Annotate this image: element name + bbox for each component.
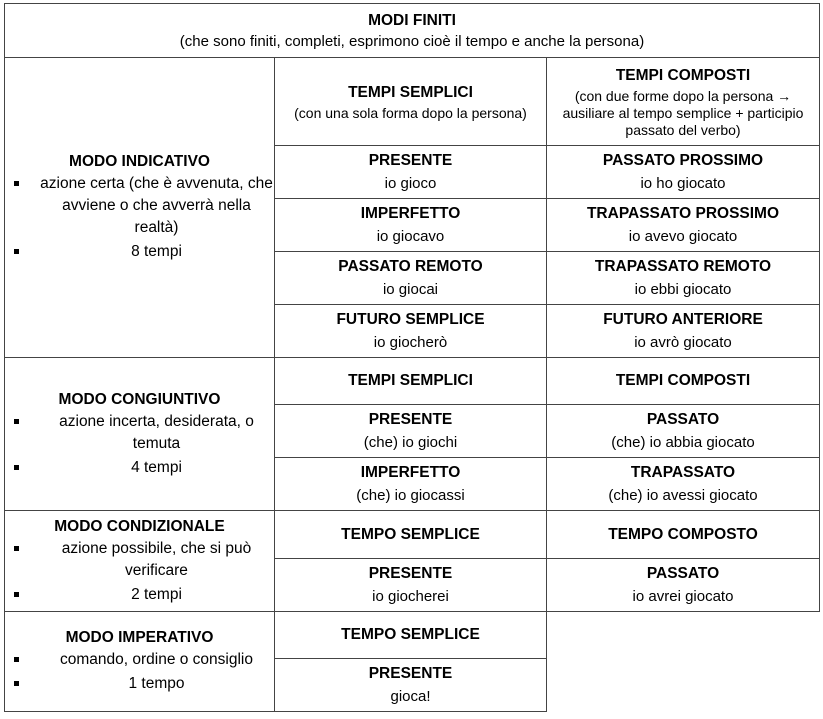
bullet-item: azione certa (che è avvenuta, che avviene o che avverrà nella realtà) [13, 173, 274, 239]
tense-form: io ho giocato [640, 175, 726, 192]
mode-imperativo-title: MODO IMPERATIVO [65, 629, 214, 646]
bullet-item: azione incerta, desiderata, o temuta [13, 411, 274, 455]
tense-cell [547, 146, 820, 199]
mode-condizionale-cell [5, 511, 275, 612]
congiuntivo-compound-header [547, 358, 820, 405]
simple-header-label: TEMPI SEMPLICI [348, 372, 473, 389]
compound-header-note: (con due forme dopo la persona → ausiliare al tempo semplice + participio passato del verbo) [562, 88, 804, 138]
tense-cell [547, 559, 820, 612]
mode-imperativo-bullets [5, 649, 274, 695]
simple-header-label: TEMPO SEMPLICE [341, 525, 480, 543]
mode-congiuntivo-cell [5, 358, 275, 511]
tense-name: PRESENTE [368, 411, 453, 428]
simple-header-label: TEMPI SEMPLICI [348, 84, 473, 101]
condizionale-header-row [5, 511, 820, 559]
mode-condizionale-title: MODO CONDIZIONALE [54, 517, 225, 535]
tense-form: io giocherei [372, 588, 449, 605]
tense-cell [275, 659, 547, 712]
indicativo-compound-header [547, 58, 820, 146]
bullet-item: 8 tempi [13, 241, 274, 263]
tense-cell [275, 199, 547, 252]
mode-condizionale-bullets [5, 538, 274, 606]
mode-congiuntivo-bullets [5, 411, 274, 479]
tense-cell [275, 146, 547, 199]
tense-name: FUTURO ANTERIORE [603, 311, 763, 328]
bullet-item: 2 tempi [13, 584, 274, 606]
tense-form: io avrò giocato [634, 334, 732, 351]
tense-name: TRAPASSATO [630, 464, 736, 481]
tense-form: io giocavo [376, 228, 445, 245]
tense-form: (che) io abbia giocato [611, 434, 755, 451]
tense-name: PASSATO PROSSIMO [602, 152, 764, 169]
tense-form: io avevo giocato [628, 228, 738, 245]
indicativo-header-row [5, 58, 820, 146]
condizionale-simple-header [275, 511, 547, 559]
condizionale-compound-header [547, 511, 820, 559]
mode-indicativo-bullets [5, 173, 274, 263]
tense-form: io gioco [384, 175, 437, 192]
tense-cell [275, 305, 547, 358]
tense-cell [275, 559, 547, 612]
compound-header-label: TEMPO COMPOSTO [608, 525, 758, 543]
simple-header-label: TEMPO SEMPLICE [341, 626, 480, 643]
tense-cell [275, 458, 547, 511]
tense-name: PASSATO [646, 565, 720, 582]
tense-cell [547, 199, 820, 252]
modi-finiti-table [4, 3, 820, 712]
simple-header-note: (con una sola forma dopo la persona) [294, 105, 527, 121]
empty-cell [547, 612, 820, 712]
bullet-item: 1 tempo [13, 673, 274, 695]
tense-cell [547, 252, 820, 305]
tense-cell [547, 405, 820, 458]
tense-form: io giocai [382, 281, 439, 298]
tense-name: FUTURO SEMPLICE [336, 311, 485, 328]
tense-cell [275, 405, 547, 458]
bullet-item: azione possibile, che si può verificare [13, 538, 274, 582]
tense-form: gioca! [390, 688, 431, 705]
congiuntivo-header-row [5, 358, 820, 405]
header-cell [5, 4, 820, 58]
tense-name: IMPERFETTO [360, 205, 461, 222]
header-row [5, 4, 820, 58]
bullet-item: comando, ordine o consiglio [13, 649, 274, 671]
mode-indicativo-cell [5, 58, 275, 358]
tense-name: TRAPASSATO REMOTO [594, 258, 772, 275]
congiuntivo-simple-header [275, 358, 547, 405]
bullet-item: 4 tempi [13, 457, 274, 479]
tense-form: (che) io giocassi [356, 487, 465, 504]
compound-header-label: TEMPI COMPOSTI [615, 372, 751, 389]
imperativo-simple-header [275, 612, 547, 659]
mode-imperativo-cell [5, 612, 275, 712]
tense-cell [547, 305, 820, 358]
tense-name: TRAPASSATO PROSSIMO [586, 205, 780, 222]
mode-indicativo-title: MODO INDICATIVO [69, 153, 210, 170]
indicativo-simple-header [275, 58, 547, 146]
table-subtitle: (che sono finiti, completi, esprimono cioè il tempo e anche la persona) [179, 32, 645, 50]
tense-name: PRESENTE [368, 152, 453, 169]
tense-name: PASSATO [646, 411, 720, 428]
tense-form: io ebbi giocato [634, 281, 732, 298]
tense-name: PASSATO REMOTO [338, 258, 483, 275]
tense-name: IMPERFETTO [360, 464, 461, 481]
tense-cell [275, 252, 547, 305]
tense-form: io giocherò [373, 334, 448, 351]
tense-name: PRESENTE [368, 565, 453, 582]
tense-name: PRESENTE [368, 665, 453, 682]
table-title: MODI FINITI [368, 11, 456, 29]
tense-form: (che) io giochi [363, 434, 458, 451]
imperativo-header-row [5, 612, 820, 659]
tense-cell [547, 458, 820, 511]
compound-header-label: TEMPI COMPOSTI [615, 67, 751, 84]
tense-form: (che) io avessi giocato [608, 487, 758, 504]
tense-form: io avrei giocato [632, 588, 734, 605]
mode-congiuntivo-title: MODO CONGIUNTIVO [58, 390, 221, 408]
